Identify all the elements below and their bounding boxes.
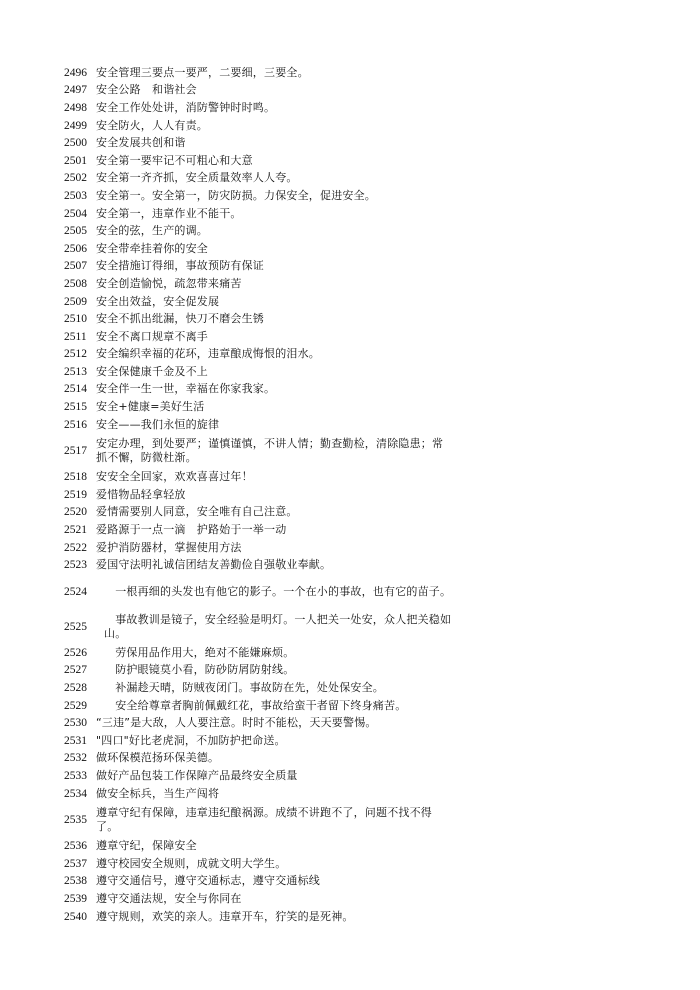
list-item [64,310,454,328]
item-text: 遵守校园安全规则，成就文明大学生。 [96,856,287,870]
item-text: 安全发展共创和谐 [96,136,186,150]
item-text: 爱国守法明礼诚信团结友善勤俭自强敬业奉献。 [96,558,332,572]
list-item [64,539,454,557]
item-text: 一根再细的头发也有他它的影子。一个在小的事故，也有它的苗子。 [104,584,452,598]
item-text: 做好产品包装工作保障产品最终安全质量 [96,768,298,782]
list-item [64,381,454,399]
list-item [64,767,454,785]
list-item [64,837,454,855]
item-text: 安全创造愉悦，疏忽带来痛苦 [96,276,242,290]
list-item [64,170,454,188]
item-number: 2528 [64,682,87,695]
item-number: 2513 [64,365,87,378]
list-item [64,855,454,873]
list-item [64,222,454,240]
item-text: 安全给尊章者胸前佩戴红花，事故给蛮干者留下终身痛苦。 [104,698,407,712]
item-text: 安全措施订得细，事故预防有保证 [96,259,264,273]
item-number: 2498 [64,101,87,114]
item-number: 2521 [64,524,87,537]
item-number: 2524 [64,585,87,598]
list-item [64,750,454,768]
list-item [64,714,454,732]
item-text: 安全+健康=美好生活 [96,400,205,414]
list-item [64,205,454,223]
item-text: 做安全标兵，当生产闯将 [96,786,220,800]
item-number: 2536 [64,840,87,853]
slogan-list [64,64,454,925]
item-text: 安全不离口规章不离手 [96,329,208,343]
item-text: "四口"好比老虎洞，不加防护把命送。 [96,733,286,747]
item-number: 2538 [64,875,87,888]
item-text: 安全带牵挂着你的安全 [96,241,208,255]
list-item [64,187,454,205]
list-item [64,99,454,117]
item-text: 安全——我们永恒的旋律 [96,417,220,431]
list-item [64,398,454,416]
item-number: 2530 [64,717,87,730]
list-item [64,556,454,574]
item-text: 遵守交通信号，遵守交通标志，遵守交通标线 [96,874,320,888]
list-item [64,152,454,170]
list-item [64,275,454,293]
list-item [64,802,454,837]
list-item [64,468,454,486]
list-item [64,890,454,908]
item-number: 2511 [64,330,87,343]
item-text: 安全伴一生一世，幸福在你家我家。 [96,382,276,396]
list-item [64,416,454,434]
item-number: 2534 [64,787,87,800]
item-number: 2531 [64,734,87,747]
item-number: 2526 [64,646,87,659]
item-text: 爱路源于一点一滴 护路始于一举一动 [96,523,287,537]
item-number: 2537 [64,857,87,870]
list-item [64,64,454,82]
item-number: 2535 [64,813,87,826]
item-text: 安定办理，到处要严；谨慎谨慎，不讲人情；勤查勤检，清除隐患；常抓不懈，防微杜渐。 [96,436,444,464]
item-text: “三违”是大敌，人人要注意。时时不能松，天天要警惕。 [96,716,377,730]
item-number: 2517 [64,444,87,457]
item-number: 2516 [64,418,87,431]
item-text: 遵章守纪有保障，违章违纪酿祸源。成绩不讲跑不了，问题不找不得了。 [96,805,432,833]
list-item [64,521,454,539]
item-text: 安全出效益，安全促发展 [96,294,220,308]
item-text: 安全管理三要点一要严，二要细，三要全。 [96,65,309,79]
list-item [64,574,454,609]
list-item [64,873,454,891]
list-item [64,697,454,715]
item-text: 安全第一要牢记不可粗心和大意 [96,153,253,167]
item-text: 安全保健康千金及不上 [96,364,208,378]
item-number: 2503 [64,189,87,202]
item-number: 2518 [64,471,87,484]
item-number: 2527 [64,664,87,677]
item-number: 2502 [64,172,87,185]
item-number: 2507 [64,260,87,273]
item-number: 2515 [64,401,87,414]
item-text: 遵章守纪，保障安全 [96,839,197,853]
item-text: 做环保模范扬环保美德。 [96,751,220,765]
item-text: 安安全全回家，欢欢喜喜过年！ [96,470,253,484]
list-item [64,346,454,364]
item-number: 2500 [64,137,87,150]
list-item [64,240,454,258]
item-text: 安全不抓出纰漏，快刀不磨会生锈 [96,312,264,326]
item-text: 安全第一齐齐抓，安全质量效率人人夸。 [96,171,298,185]
item-number: 2497 [64,84,87,97]
item-number: 2509 [64,295,87,308]
list-item [64,433,454,468]
list-item [64,679,454,697]
item-number: 2539 [64,892,87,905]
list-item [64,644,454,662]
list-item [64,908,454,926]
item-text: 安全公路 和谐社会 [96,83,197,97]
item-number: 2519 [64,488,87,501]
item-number: 2510 [64,313,87,326]
item-number: 2533 [64,769,87,782]
item-number: 2508 [64,277,87,290]
item-text: 遵守规则，欢笑的亲人。违章开车，狞笑的是死神。 [96,909,354,923]
list-item [64,82,454,100]
item-text: 安全工作处处讲，消防警钟时时鸣。 [96,100,276,114]
item-text: 遵守交通法规，安全与你同在 [96,891,242,905]
list-item [64,609,454,644]
item-text: 安全防火，人人有责。 [96,118,208,132]
item-number: 2512 [64,348,87,361]
item-text: 防护眼镜莫小看，防砂防屑防射线。 [104,663,295,677]
item-number: 2514 [64,383,87,396]
list-item [64,258,454,276]
item-number: 2505 [64,225,87,238]
item-text: 爱情需要别人同意，安全唯有自己注意。 [96,505,298,519]
item-number: 2520 [64,506,87,519]
list-item [64,486,454,504]
item-number: 2523 [64,559,87,572]
item-text: 安全的弦，生产的调。 [96,224,208,238]
item-number: 2504 [64,207,87,220]
item-text: 爱惜物品轻拿轻放 [96,487,186,501]
item-text: 爱护消防器材，掌握使用方法 [96,540,242,554]
item-number: 2501 [64,154,87,167]
list-item [64,328,454,346]
list-item [64,732,454,750]
item-number: 2529 [64,699,87,712]
list-item [64,117,454,135]
item-number: 2506 [64,242,87,255]
item-text: 安全第一。安全第一，防灾防损。力保安全，促进安全。 [96,188,376,202]
item-number: 2525 [64,620,87,633]
item-text: 安全第一，违章作业不能干。 [96,206,242,220]
item-number: 2496 [64,66,87,79]
list-item [64,504,454,522]
list-item [64,134,454,152]
list-item [64,363,454,381]
item-number: 2540 [64,910,87,923]
list-item [64,785,454,803]
item-number: 2499 [64,119,87,132]
item-number: 2522 [64,541,87,554]
item-text: 安全编织幸福的花环，违章酿成悔恨的泪水。 [96,347,320,361]
item-number: 2532 [64,752,87,765]
item-text: 劳保用品作用大，绝对不能嫌麻烦。 [104,645,295,659]
list-item [64,662,454,680]
list-item [64,293,454,311]
item-text: 事故教训是镜子，安全经验是明灯。一人把关一处安，众人把关稳如山。 [104,612,452,640]
item-text: 补漏趁天晴，防贼夜闭门。事故防在先，处处保安全。 [104,681,384,695]
